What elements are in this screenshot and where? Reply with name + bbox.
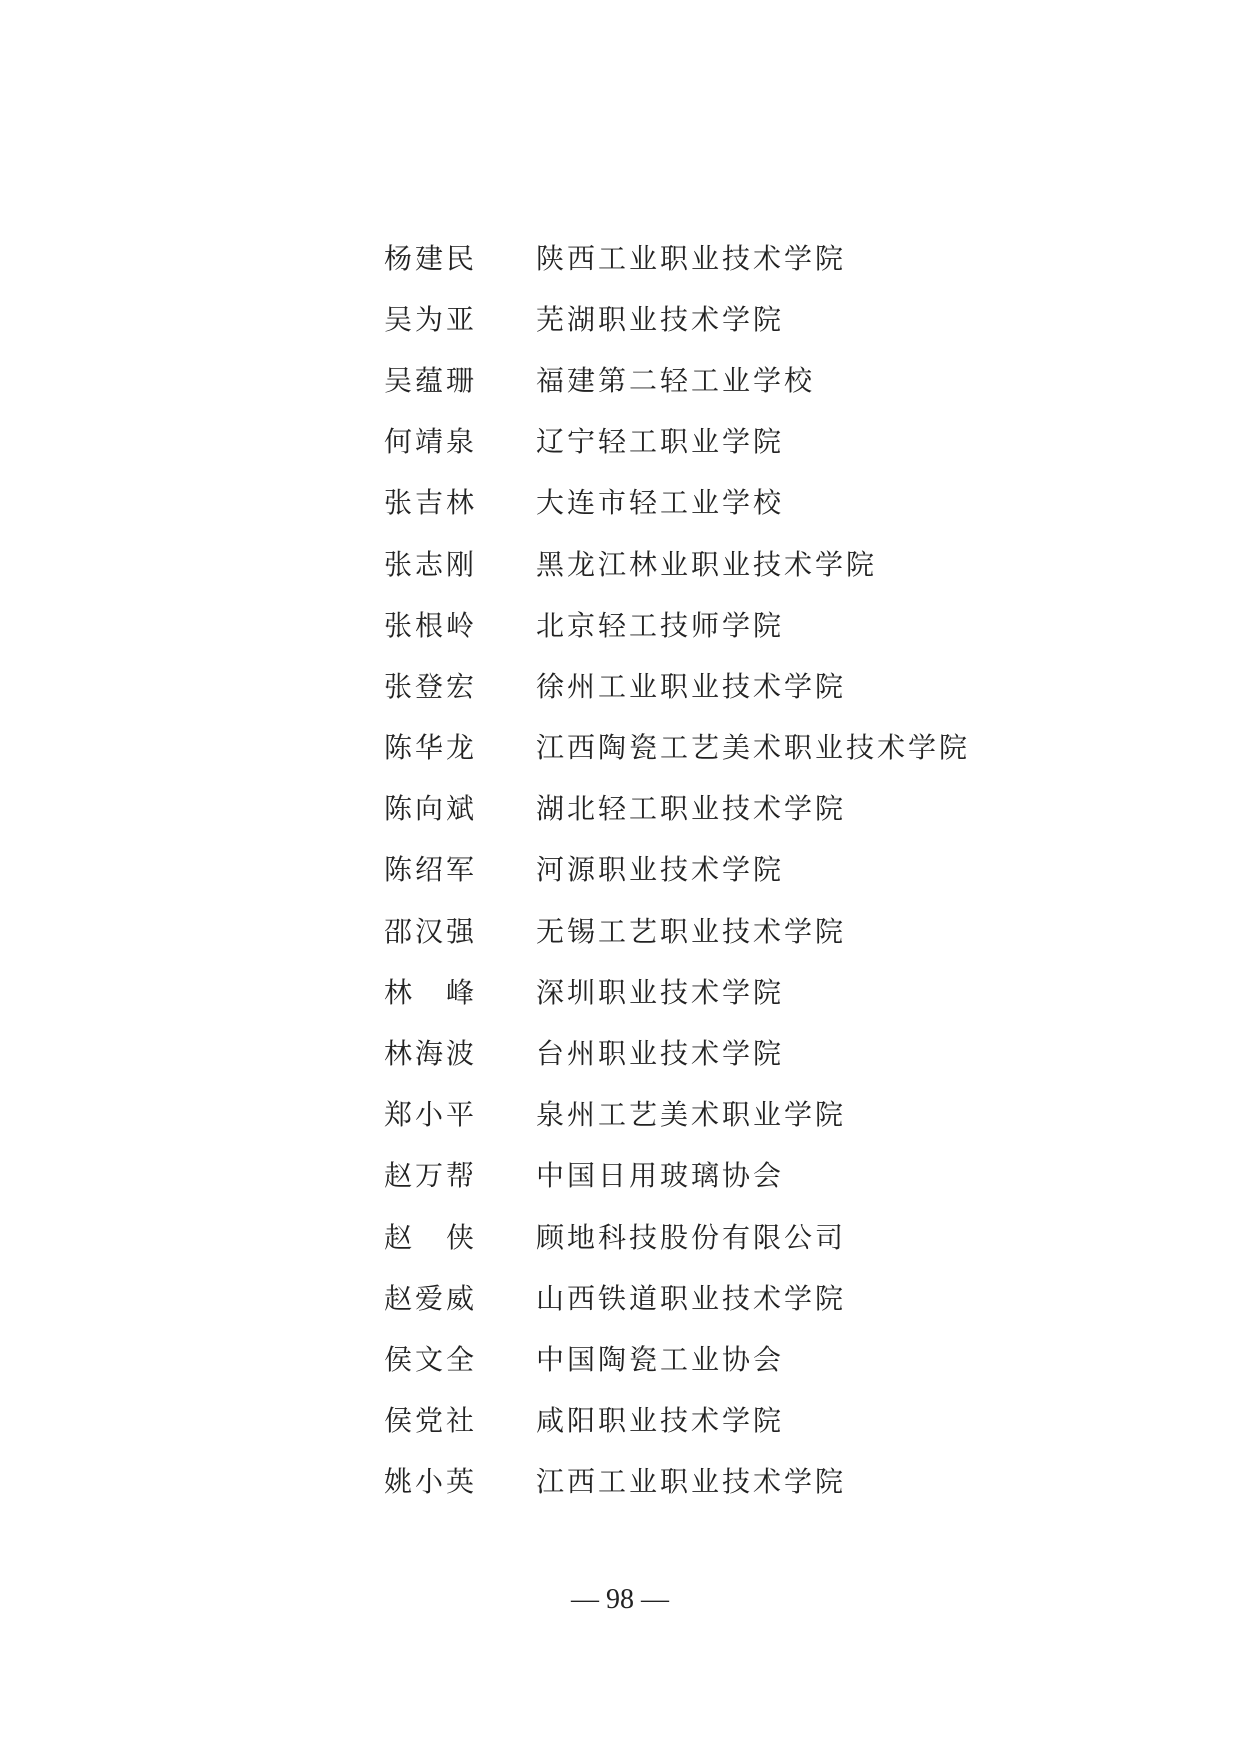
- organization-name: 江西陶瓷工艺美术职业技术学院: [536, 731, 971, 765]
- page-number: — 98 —: [571, 1584, 669, 1615]
- person-name: 吴蕴珊: [384, 363, 478, 397]
- person-name: 林 峰: [384, 975, 478, 1009]
- list-item: [384, 838, 1084, 899]
- list-item: [384, 1144, 1084, 1205]
- list-item: [384, 899, 1084, 960]
- person-name: 张志刚: [384, 547, 478, 581]
- organization-name: 中国陶瓷工业协会: [536, 1342, 785, 1376]
- organization-name: 河源职业技术学院: [536, 853, 785, 887]
- person-name: 赵万帮: [384, 1159, 478, 1193]
- organization-name: 北京轻工技师学院: [536, 608, 785, 642]
- person-name: 侯文全: [384, 1342, 478, 1376]
- organization-name: 辽宁轻工职业学院: [536, 425, 785, 459]
- person-name: 陈向斌: [384, 792, 478, 826]
- list-item: [384, 532, 1084, 593]
- organization-name: 台州职业技术学院: [536, 1037, 785, 1071]
- list-item: [384, 716, 1084, 777]
- person-name: 吴为亚: [384, 302, 478, 336]
- member-list: [384, 226, 1084, 1511]
- list-item: [384, 1021, 1084, 1082]
- list-item: [384, 1083, 1084, 1144]
- organization-name: 顾地科技股份有限公司: [536, 1220, 847, 1254]
- list-item: [384, 593, 1084, 654]
- organization-name: 咸阳职业技术学院: [536, 1404, 785, 1438]
- organization-name: 山西铁道职业技术学院: [536, 1281, 847, 1315]
- organization-name: 无锡工艺职业技术学院: [536, 914, 847, 948]
- organization-name: 福建第二轻工业学校: [536, 363, 816, 397]
- organization-name: 芜湖职业技术学院: [536, 302, 785, 336]
- list-item: [384, 1205, 1084, 1266]
- organization-name: 湖北轻工职业技术学院: [536, 792, 847, 826]
- list-item: [384, 1389, 1084, 1450]
- person-name: 侯党社: [384, 1404, 478, 1438]
- person-name: 张吉林: [384, 486, 478, 520]
- person-name: 张登宏: [384, 669, 478, 703]
- organization-name: 陕西工业职业技术学院: [536, 241, 847, 275]
- person-name: 姚小英: [384, 1465, 478, 1499]
- list-item: [384, 410, 1084, 471]
- person-name: 何靖泉: [384, 425, 478, 459]
- organization-name: 徐州工业职业技术学院: [536, 669, 847, 703]
- person-name: 林海波: [384, 1037, 478, 1071]
- organization-name: 江西工业职业技术学院: [536, 1465, 847, 1499]
- list-item: [384, 226, 1084, 287]
- person-name: 邵汉强: [384, 914, 478, 948]
- list-item: [384, 471, 1084, 532]
- list-item: [384, 348, 1084, 409]
- person-name: 郑小平: [384, 1098, 478, 1132]
- list-item: [384, 1327, 1084, 1388]
- list-item: [384, 287, 1084, 348]
- person-name: 杨建民: [384, 241, 478, 275]
- organization-name: 大连市轻工业学校: [536, 486, 785, 520]
- list-item: [384, 654, 1084, 715]
- person-name: 赵 侠: [384, 1220, 478, 1254]
- organization-name: 泉州工艺美术职业学院: [536, 1098, 847, 1132]
- person-name: 陈华龙: [384, 731, 478, 765]
- person-name: 张根岭: [384, 608, 478, 642]
- organization-name: 深圳职业技术学院: [536, 975, 785, 1009]
- list-item: [384, 1450, 1084, 1511]
- organization-name: 黑龙江林业职业技术学院: [536, 547, 878, 581]
- person-name: 陈绍军: [384, 853, 478, 887]
- person-name: 赵爱威: [384, 1281, 478, 1315]
- list-item: [384, 777, 1084, 838]
- organization-name: 中国日用玻璃协会: [536, 1159, 785, 1193]
- list-item: [384, 960, 1084, 1021]
- list-item: [384, 1266, 1084, 1327]
